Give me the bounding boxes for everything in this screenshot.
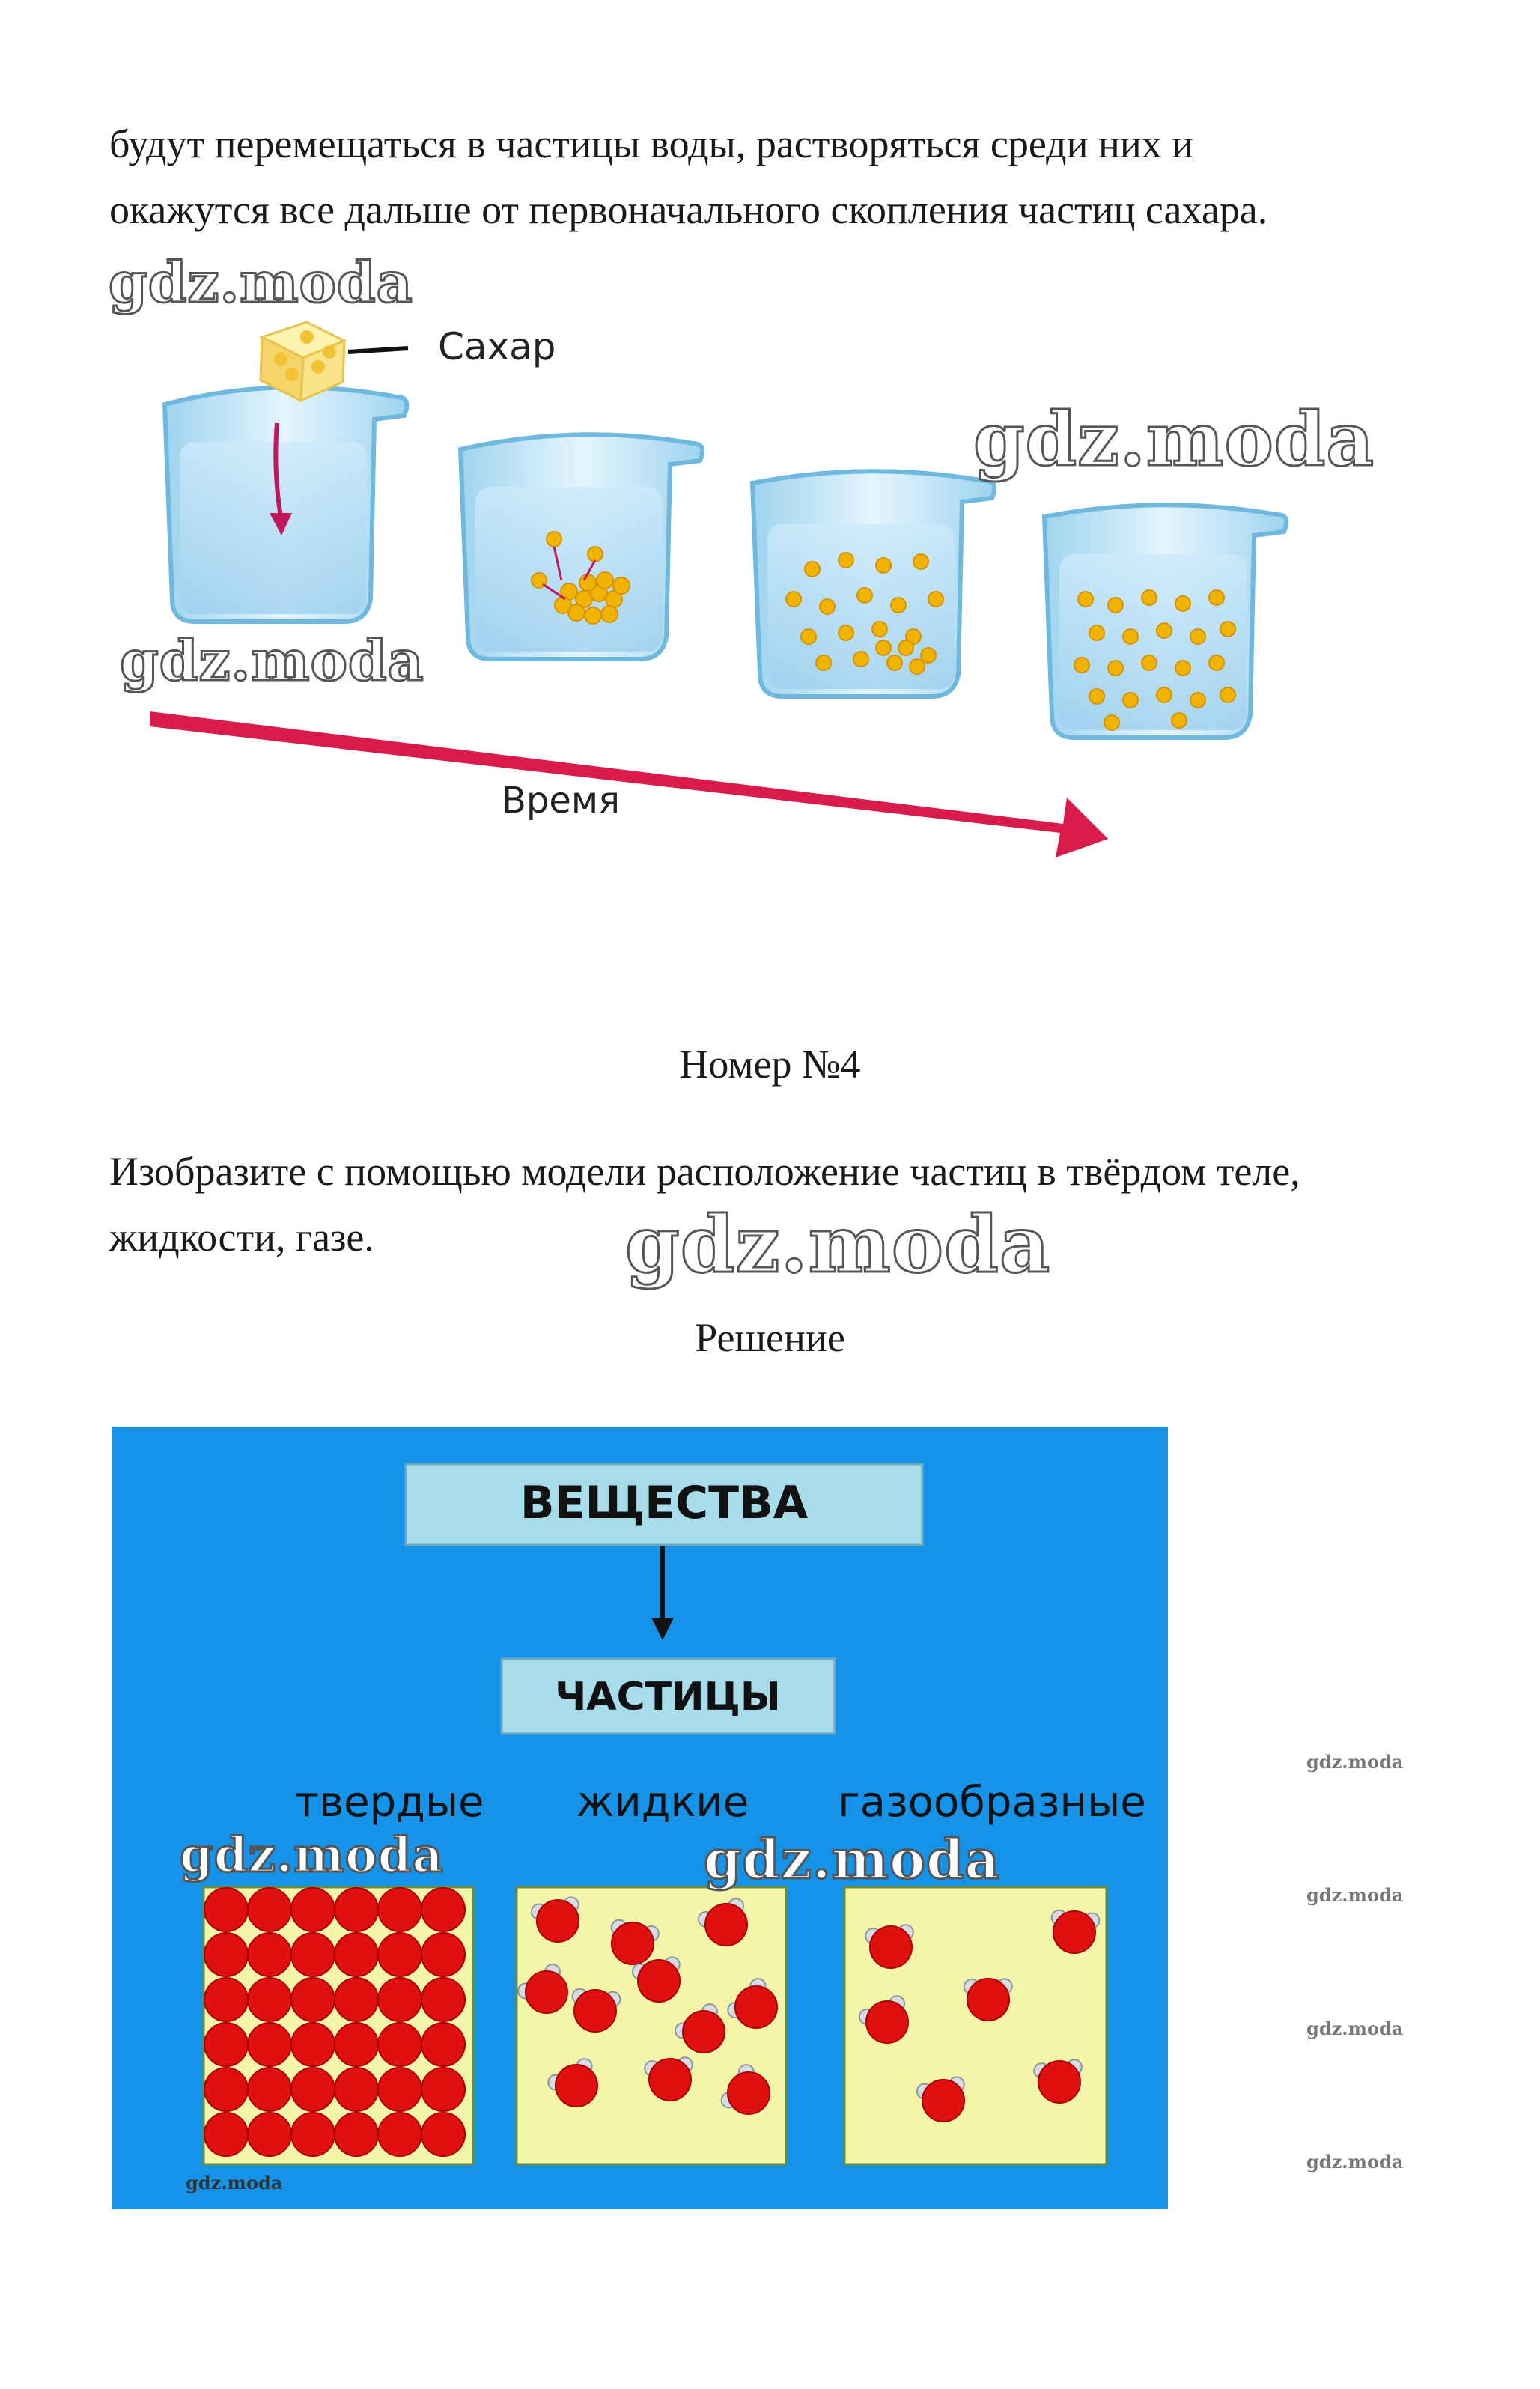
time-arrow [150,711,1108,857]
gas-molecule [967,1979,1009,2021]
watermark-7: gdz.moda [186,2172,283,2194]
sugar-dissolving-figure [105,247,1318,906]
gas-molecule [866,2001,908,2043]
watermark-6: gdz.moda [704,1827,1000,1891]
solid-particle [248,1978,291,2021]
solid-particle [335,1888,378,1931]
liquid-molecule [638,1960,680,2002]
solid-particle [291,1933,335,1976]
liquid-molecule [537,1900,579,1942]
solid-particle [378,1978,421,2021]
gas-molecule [1053,1911,1095,1953]
watermark-1: gdz.moda [109,251,413,315]
liquid-molecule [574,1990,616,2032]
substances-label: ВЕЩЕСТВА [520,1477,809,1529]
liquid-molecule [735,1986,777,2028]
solid-particle [248,2113,291,2156]
solid-particle [335,1933,378,1976]
solid-particle [291,1888,335,1931]
sugar-label: Сахар [438,325,556,368]
solid-particle [204,2023,248,2066]
liquid-molecule [612,1922,654,1964]
solid-particle [291,1978,335,2021]
task-number: Номер №4 [679,1042,861,1087]
time-label: Время [502,780,621,822]
particles-label: ЧАСТИЦЫ [555,1675,781,1719]
watermark-5: gdz.moda [180,1827,444,1883]
paragraph-line-1: будут перемещаться в частицы воды, растворяться среди них и [109,121,1194,166]
solid-particle [248,2068,291,2111]
solid-particle [378,1888,421,1931]
solid-particle [204,1978,248,2021]
state-liquid-label: жидкие [576,1778,749,1827]
beaker-3 [752,471,994,696]
liquid-molecule [649,2059,691,2101]
state-gas-label: газообразные [838,1778,1146,1827]
solid-particle [378,2023,421,2066]
solid-particle [204,2113,248,2156]
liquid-molecule [728,2072,770,2114]
solid-particle [335,2068,378,2111]
states-of-matter-figure [112,1427,1168,2209]
solid-particle [335,2023,378,2066]
gas-molecule [1038,2061,1080,2103]
solid-particle [204,2068,248,2111]
paragraph-line-2: окажутся все дальше от первоначального скопления частиц сахара. [109,187,1268,232]
solid-particle [291,2023,335,2066]
sugar-pointer-line [348,348,408,352]
solid-particle [204,1888,248,1931]
solid-particle [335,2113,378,2156]
arrow-down-head [651,1618,674,1640]
gas-molecule [870,1926,912,1968]
watermark-8: gdz.moda [1306,1751,1404,1773]
liquid-molecule [705,1904,747,1946]
solid-particle [421,1933,465,1976]
liquid-molecule [556,2065,597,2107]
watermark-9: gdz.moda [1306,1884,1404,1906]
solid-particle [248,1933,291,1976]
solid-particle [378,2113,421,2156]
liquid-molecule [526,1971,567,2013]
liquid-molecule [683,2011,725,2053]
solid-particle [421,2113,465,2156]
watermark-10: gdz.moda [1306,2018,1404,2039]
solid-particle [378,1933,421,1976]
solid-particle [291,2068,335,2111]
beaker-4 [1044,505,1286,738]
solid-particle [291,2113,335,2156]
task-text-line-2: жидкости, газе. [109,1215,374,1260]
watermark-11: gdz.moda [1306,2151,1404,2173]
solid-particle [204,1933,248,1976]
solution-heading: Решение [695,1315,845,1360]
watermark-2: gdz.moda [973,397,1375,483]
solid-particle [421,2068,465,2111]
gas-molecule [922,2080,964,2122]
solid-particle [421,1978,465,2021]
solid-particle [248,2023,291,2066]
solid-particle [378,2068,421,2111]
solid-particle [421,2023,465,2066]
solid-particle [335,1978,378,2021]
watermark-4: gdz.moda [625,1198,1051,1290]
task-text-line-1: Изобразите с помощью модели расположение частиц в твёрдом теле, [109,1149,1300,1194]
beaker-1 [165,387,407,622]
solid-particle [421,1888,465,1931]
state-solid-label: твердые [294,1778,484,1827]
watermark-3: gdz.moda [120,629,424,693]
solid-particle [248,1888,291,1931]
beaker-2 [460,434,702,659]
